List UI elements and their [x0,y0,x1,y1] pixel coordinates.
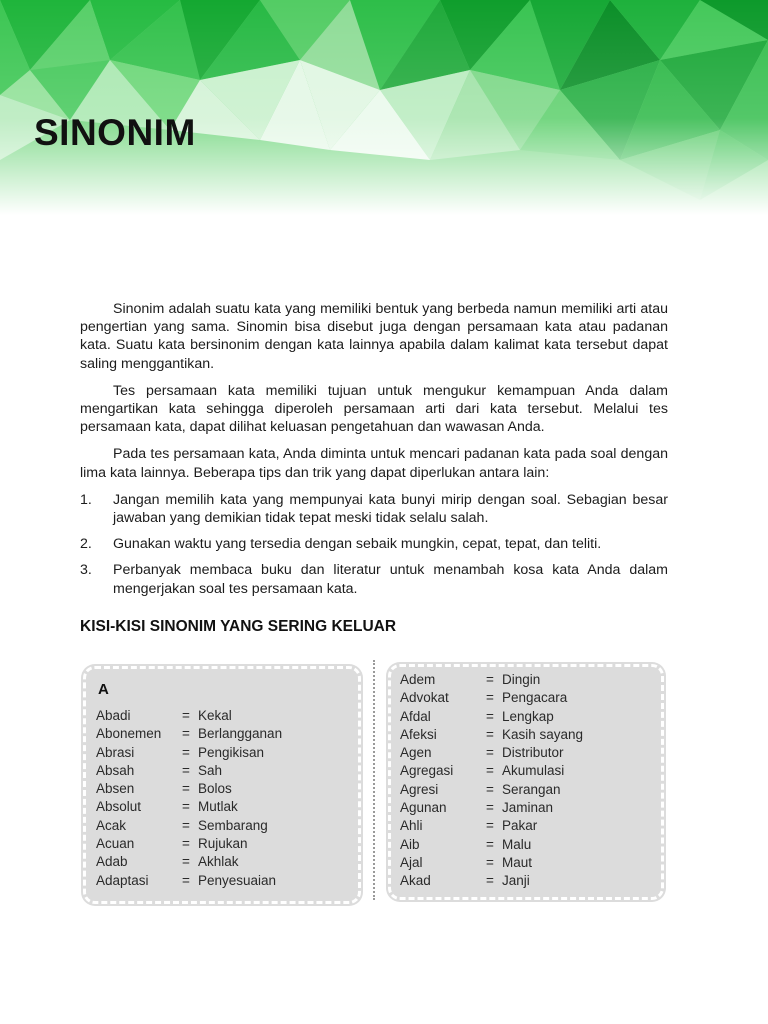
synonym-row [400,854,583,872]
synonym-word: Abadi [96,708,131,723]
synonym-meaning: Berlangganan [198,726,283,742]
equals-sign: = [182,726,190,742]
synonym-meaning: Lengkap [502,708,554,724]
synonym-word: Afeksi [400,726,437,742]
tip-item [80,561,668,597]
tip-item [80,491,668,527]
tip-text: Gunakan waktu yang tersedia dengan sebaik mungkin, cepat, tepat, dan teliti. [113,536,602,553]
equals-sign: = [182,872,190,888]
tip-number: 3. [80,562,92,579]
tips-list [80,491,668,598]
synonym-word: Adem [400,672,436,687]
synonym-card-right [388,664,664,900]
equals-sign: = [486,672,494,687]
synonym-word: Absolut [96,799,142,815]
equals-sign: = [182,744,190,760]
tip-number: 2. [80,536,92,553]
equals-sign: = [182,708,190,723]
synonym-meaning: Janji [502,873,530,889]
synonym-meaning: Bolos [198,781,232,797]
equals-sign: = [486,836,494,852]
equals-sign: = [486,781,494,797]
synonym-word: Adaptasi [96,872,149,888]
synonym-meaning: Kasih sayang [502,726,584,742]
paragraph-purpose: Tes persamaan kata memiliki tujuan untuk mengukur kemampuan Anda dalam mengartikan kata sehingga diperoleh persamaan arti dari kata tersebut. Melalui tes persamaan kata, dapat dilihat keluasan pengetahuan dan wawasan Anda. [80,382,668,436]
synonym-meaning: Malu [502,836,532,852]
synonym-row [400,689,583,707]
synonym-meaning: Sah [198,762,223,778]
synonym-row [96,817,282,835]
equals-sign: = [486,873,494,889]
synonym-meaning: Distributor [502,745,564,761]
synonym-meaning: Penyesuaian [198,872,277,888]
equals-sign: = [486,854,494,870]
equals-sign: = [486,745,494,761]
synonym-row [400,708,583,726]
synonym-word: Acak [96,817,127,833]
synonym-word: Advokat [400,690,449,706]
synonym-word: Agregasi [400,763,454,779]
synonym-row [400,799,583,817]
synonym-meaning: Sembarang [198,817,268,833]
header-banner [0,0,768,215]
equals-sign: = [486,726,494,742]
synonym-word: Abonemen [96,726,162,742]
synonym-meaning: Jaminan [502,800,554,816]
synonym-row [96,725,282,743]
equals-sign: = [182,836,190,852]
synonym-row [400,872,583,890]
synonym-list-right [400,671,583,891]
letter-heading: A [98,681,109,698]
tip-text: Perbanyak membaca buku dan literatur untuk menambah kosa kata Anda dalam mengerjakan soal tes persamaan kata. [113,562,668,597]
synonym-word: Ahli [400,818,423,834]
synonym-meaning: Mutlak [198,799,238,815]
synonym-word: Agresi [400,781,439,797]
body-text [80,300,668,606]
synonym-row [96,853,282,871]
synonym-row [400,817,583,835]
synonym-meaning: Maut [502,854,533,870]
synonym-meaning: Pengacara [502,690,568,706]
synonym-meaning: Pakar [502,818,538,834]
synonym-row [96,707,282,725]
paragraph-instructions: Pada tes persamaan kata, Anda diminta untuk mencari padanan kata pada soal dengan lima kata lainnya. Beberapa tips dan trik yang dapat diperlukan antara lain: [80,446,668,481]
synonym-meaning: Serangan [502,781,561,797]
synonym-row [400,726,583,744]
synonym-meaning: Kekal [198,708,232,723]
synonym-meaning: Rujukan [198,836,248,852]
synonym-meaning: Pengikisan [198,744,265,760]
synonym-word: Agunan [400,800,447,816]
synonym-word: Aib [400,836,420,852]
column-divider [373,660,375,900]
tip-number: 1. [80,491,92,508]
synonym-word: Agen [400,745,432,761]
synonym-meaning: Akhlak [198,854,239,870]
synonym-row [400,762,583,780]
synonym-row [96,762,282,780]
synonym-row [96,744,282,762]
equals-sign: = [486,690,494,706]
equals-sign: = [182,781,190,797]
synonym-row [96,780,282,798]
equals-sign: = [486,763,494,779]
synonym-word: Ajal [400,854,423,870]
equals-sign: = [182,854,190,870]
synonym-row [400,781,583,799]
synonym-row [96,872,282,890]
synonym-card-left [83,666,361,904]
equals-sign: = [182,799,190,815]
synonym-row [400,671,583,689]
synonym-meaning: Akumulasi [502,763,565,779]
page-title: SINONIM [34,112,196,153]
equals-sign: = [486,818,494,834]
synonym-word: Absah [96,762,135,778]
paragraph-definition: Sinonim adalah suatu kata yang memiliki bentuk yang berbeda namun memiliki arti atau pengertian yang sama. Sinomin bisa disebut juga dengan persamaan kata atau padanan kata. Suatu kata bersinonim dengan kata lainnya apabila dalam kalimat kata tersebut dapat saling menggantikan. [80,301,668,372]
tip-text: Jangan memilih kata yang mempunyai kata bunyi mirip dengan soal. Sebagian besar jawaban yang demikian tidak tepat meski tidak selalu salah. [113,491,668,527]
synonym-list-left [96,707,282,890]
synonym-meaning: Dingin [502,672,541,687]
synonym-row [96,798,282,816]
equals-sign: = [182,762,190,778]
synonym-word: Absen [96,781,135,797]
section-heading: KISI-KISI SINONIM YANG SERING KELUAR [80,618,397,635]
synonym-word: Adab [96,854,128,870]
synonym-word: Akad [400,873,431,889]
synonym-row [400,836,583,854]
tip-item [80,535,668,553]
synonym-word: Abrasi [96,744,135,760]
equals-sign: = [182,817,190,833]
green-polygon-banner [0,0,768,215]
synonym-word: Afdal [400,708,431,724]
synonym-row [96,835,282,853]
equals-sign: = [486,800,494,816]
equals-sign: = [486,708,494,724]
synonym-row [400,744,583,762]
synonym-word: Acuan [96,836,135,852]
